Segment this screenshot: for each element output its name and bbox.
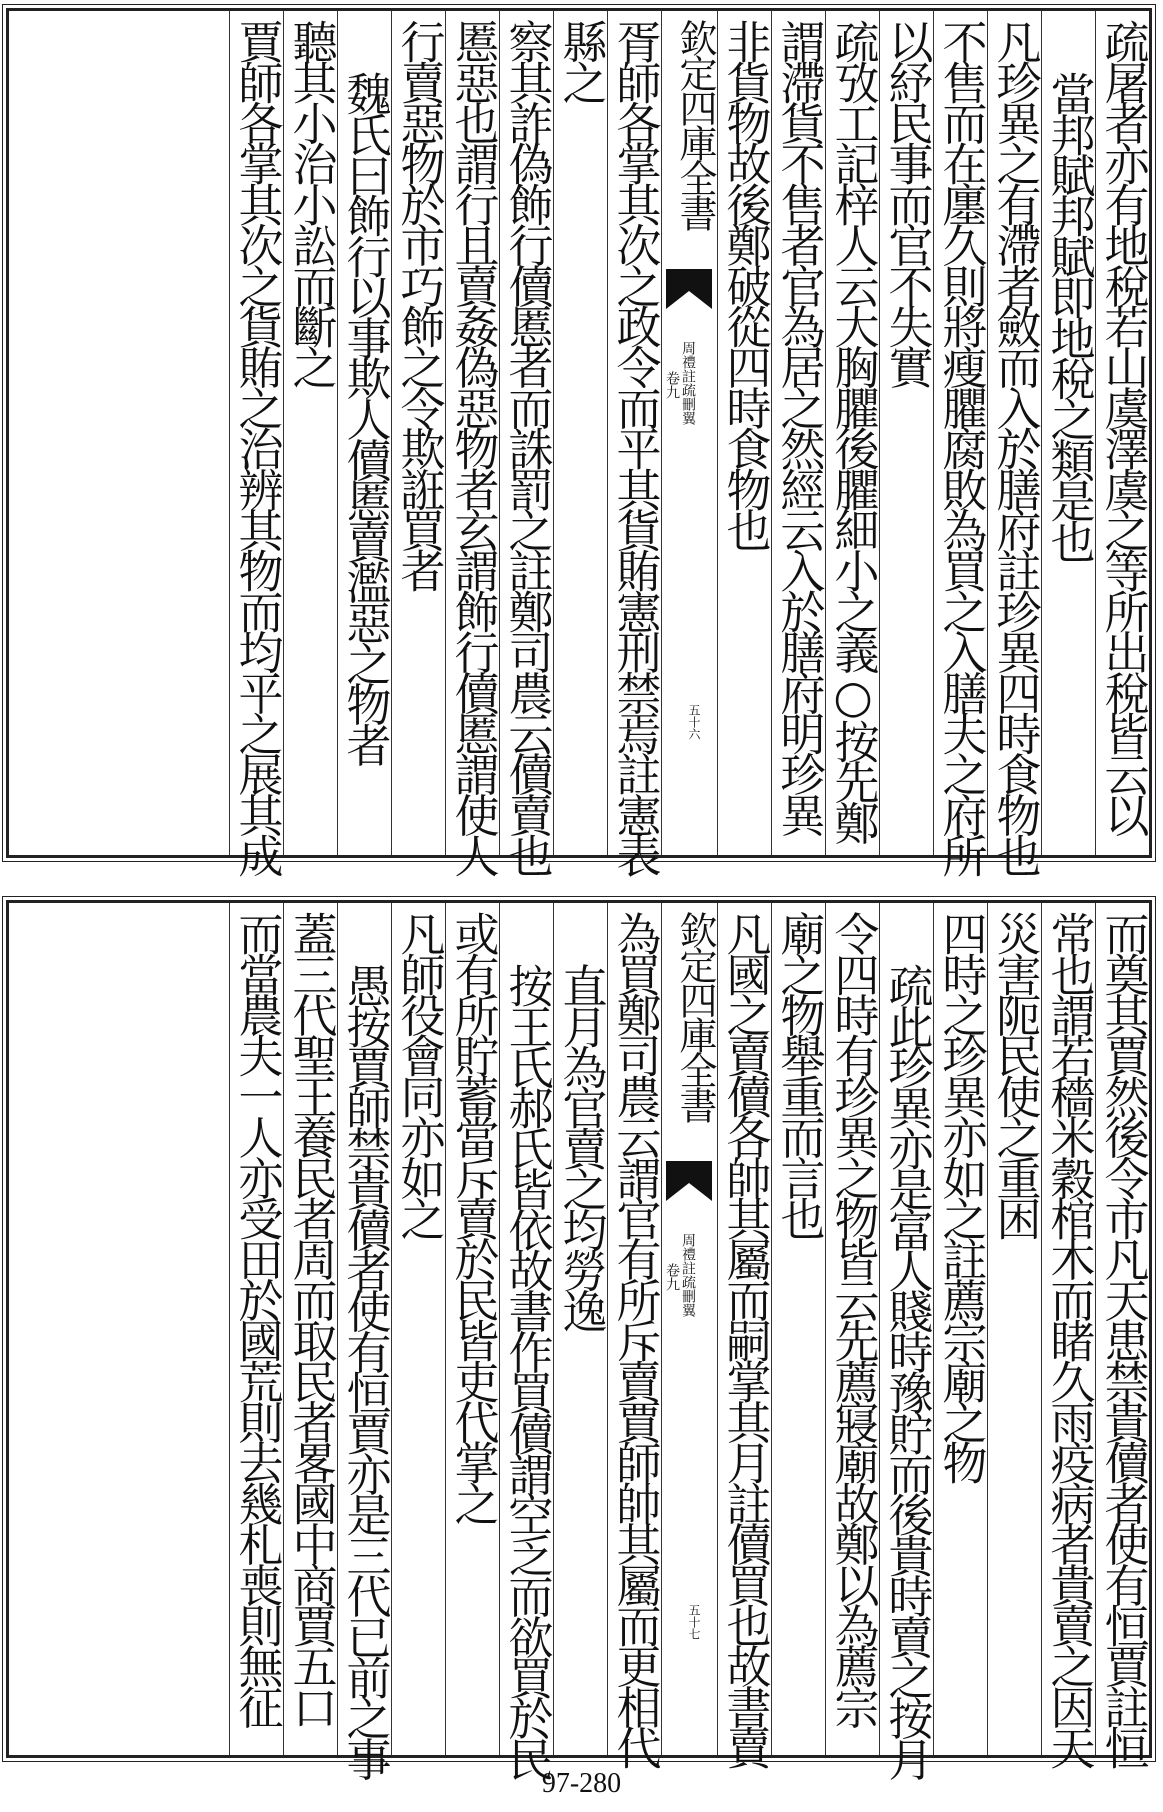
text-column: 直月為官賣之均勞逸 (553, 903, 607, 1755)
book-title: 周禮註疏刪翼 (680, 1233, 696, 1317)
text-column: 凡國之賣儥各帥其屬而嗣掌其月註儥買也故書賣 (717, 903, 771, 1755)
text-column: 以紓民事而官不失實 (879, 11, 933, 855)
text-column: 為買鄭司農云謂官有所斥賣賈師帥其屬而更相代 (607, 903, 661, 1755)
text-column: 不售而在廛久則將瘦臞腐敗為買之入膳夫之府所 (933, 11, 987, 855)
text-column: 凡師役會同亦如之 (391, 903, 445, 1755)
text-column: 謂滯貨不售者官為居之然經云入於膳府明珍異 (771, 11, 825, 855)
volume-label: 卷九 (664, 371, 680, 399)
fish-tail-mark-icon (666, 1161, 712, 1201)
text-column: 賈師各掌其次之貨賄之治辨其物而均平之展其成 (229, 11, 283, 855)
fish-tail-mark-icon (666, 269, 712, 309)
text-column: 當邦賦邦賦即地稅之類是也 (1041, 11, 1095, 855)
lower-page-frame (6, 900, 1152, 1778)
text-column: 按王氏郝氏皆依故書作買儥謂空乏而欲買於民 (499, 903, 553, 1755)
text-column: 疏此珍異亦是富人賤時豫貯而後貴時賣之按月 (879, 903, 933, 1755)
text-column: 疏屠者亦有地稅若山虞澤虞之等所出稅皆云以 (1095, 11, 1149, 855)
text-column: 廟之物舉重而言也 (771, 903, 825, 1755)
text-column: 而奠其賈然後令市凡天患禁貴儥者使有恒賈註恒 (1095, 903, 1149, 1755)
text-column: 令四時有珍異之物皆云先薦寢廟故鄭以為薦宗 (825, 903, 879, 1755)
text-column: 胥師各掌其次之政令而平其貨賄憲刑禁焉註憲表 (607, 11, 661, 855)
text-column: 聽其小治小訟而斷之 (283, 11, 337, 855)
page-number: 97-280 (541, 1768, 622, 1799)
collection-title: 欽定四庫全書 (673, 19, 717, 229)
text-column: 蓋三代聖王養民者周而取民者畧國中商賈五口 (283, 903, 337, 1755)
center-fold-column (661, 11, 717, 855)
folio-number: 五十七 (687, 1604, 701, 1640)
upper-page-frame (6, 8, 1152, 874)
text-column: 愚按賈師禁貴儥者使有恒賈亦是三代已前之事 (337, 903, 391, 1755)
text-column: 而當農夫一人亦受田於國荒則去幾札喪則無征 (229, 903, 283, 1755)
text-column: 慝惡也謂行且賣姦偽惡物者玄謂飾行儥慝謂使人 (445, 11, 499, 855)
center-fold-column (661, 903, 717, 1755)
text-column: 災害阨民使之重困 (987, 903, 1041, 1755)
text-column: 非貨物故後鄭破從四時食物也 (717, 11, 771, 855)
text-column: 凡珍異之有滯者斂而入於膳府註珍異四時食物也 (987, 11, 1041, 855)
text-column: 常也謂若穡米穀棺木而睹久雨疫病者貴賣之因天 (1041, 903, 1095, 1755)
text-column: 行賣惡物於市巧飾之令欺誑買者 (391, 11, 445, 855)
text-column: 魏氏曰飾行以事欺人儥慝賣濫惡之物者 (337, 11, 391, 855)
text-column: 縣之 (553, 11, 607, 855)
text-column: 或有所貯蓄當斥賣於民皆吏代掌之 (445, 903, 499, 1755)
text-column: 四時之珍異亦如之註薦宗廟之物 (933, 903, 987, 1755)
collection-title: 欽定四庫全書 (673, 911, 717, 1121)
text-column: 疏攷工記梓人云大胸臞後臞細小之義○按先鄭 (825, 11, 879, 855)
book-title: 周禮註疏刪翼 (680, 341, 696, 425)
text-column: 察其詐偽飾行儥慝者而誅罰之註鄭司農云儥賣也 (499, 11, 553, 855)
folio-number: 五十六 (687, 704, 701, 740)
volume-label: 卷九 (664, 1263, 680, 1291)
